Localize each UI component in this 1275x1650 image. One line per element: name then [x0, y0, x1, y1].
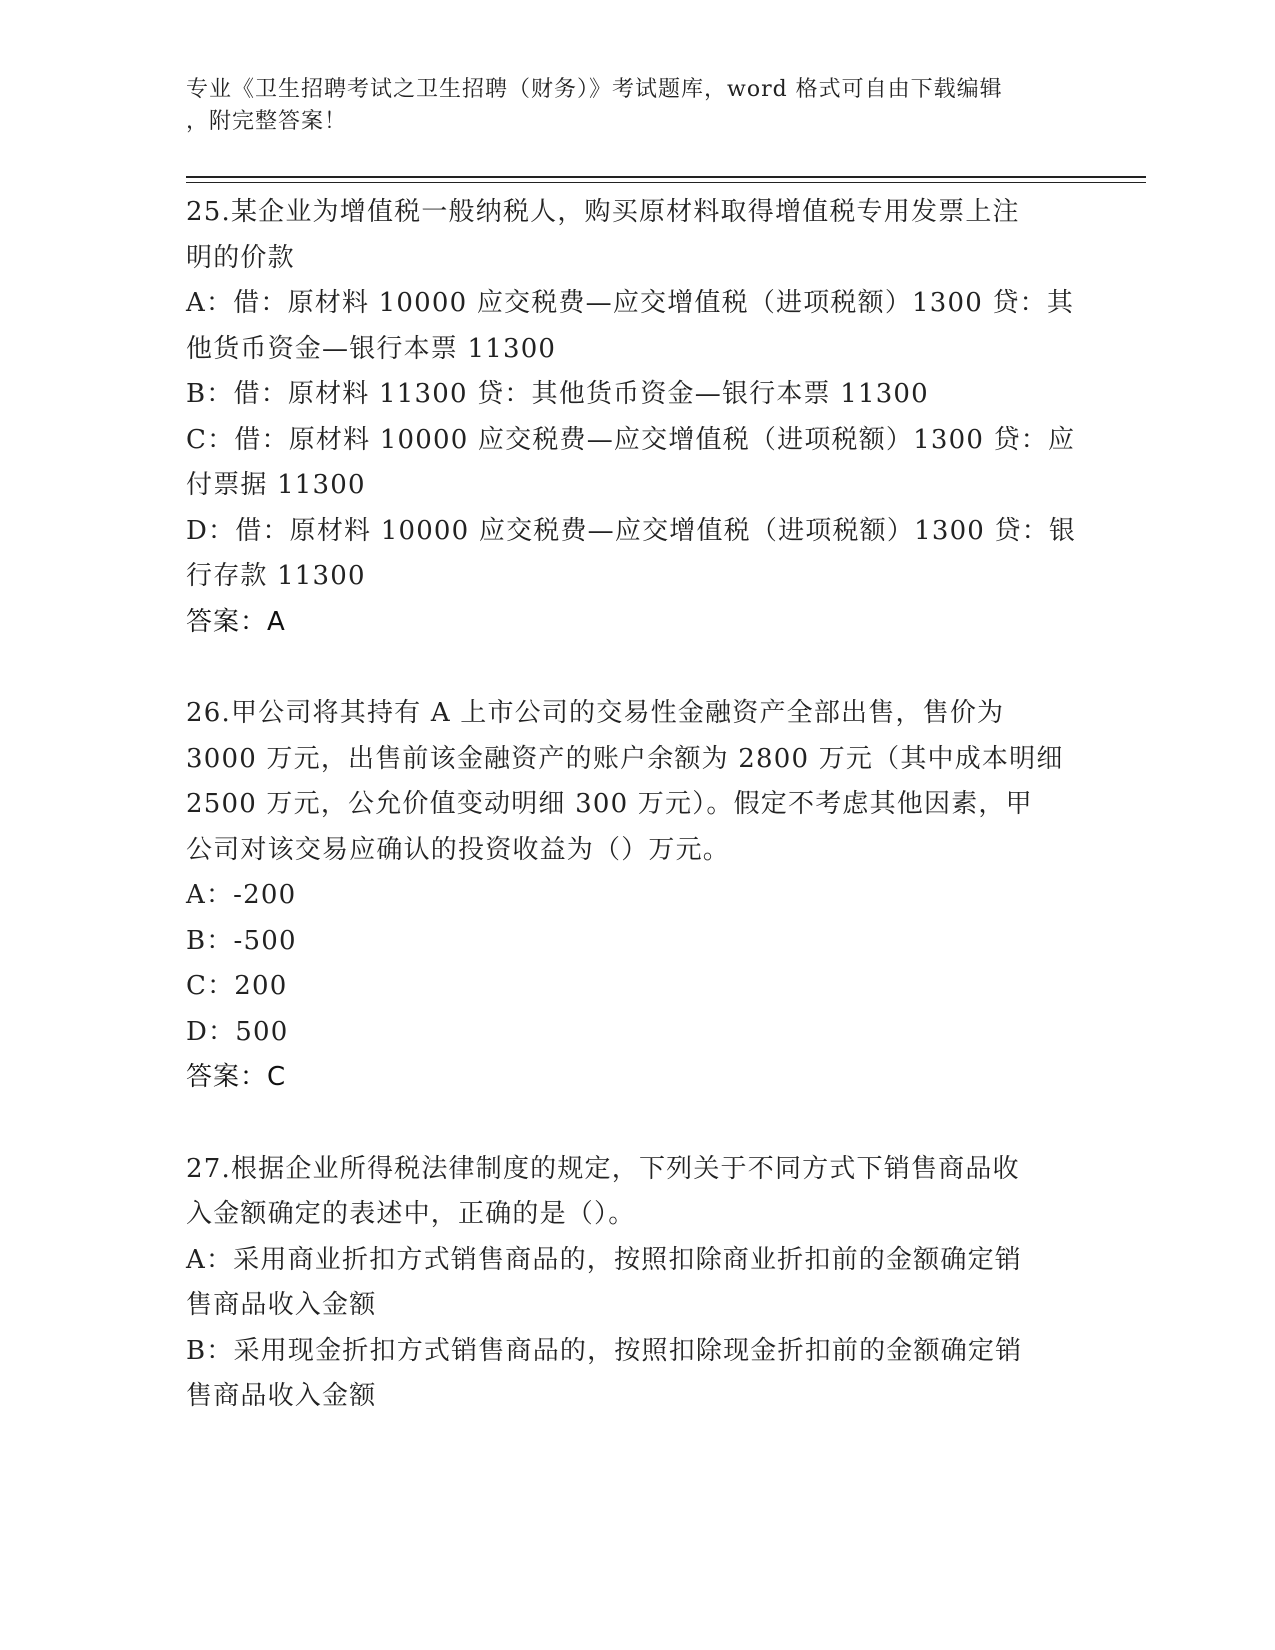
option-a-line: A：采用商业折扣方式销售商品的，按照扣除商业折扣前的金额确定销 [186, 1244, 1022, 1275]
header-line: ，附完整答案！ [186, 109, 348, 134]
option-b-line: B：-500 [186, 925, 297, 956]
answer-line: 答案：A [186, 606, 286, 637]
option-d-line: D：500 [186, 1016, 289, 1047]
option-b-line: 售商品收入金额 [186, 1381, 377, 1411]
option-a-line: 他货币资金—银行本票 11300 [186, 333, 557, 364]
question-stem-line: 明的价款 [186, 242, 295, 273]
question-stem-line: 26.甲公司将其持有 A 上市公司的交易性金融资产全部出售，售价为 [186, 698, 1005, 728]
option-c-line: C：借：原材料 10000 应交税费—应交增值税（进项税额）1300 贷：应 [186, 424, 1076, 455]
option-b-line: B：采用现金折扣方式销售商品的，按照扣除现金折扣前的金额确定销 [186, 1335, 1023, 1366]
question-26 [186, 691, 1086, 1101]
option-c-line: 付票据 11300 [186, 470, 366, 500]
question-stem-line: 25.某企业为增值税一般纳税人，购买原材料取得增值税专用发票上注 [186, 197, 1020, 227]
question-stem-line: 2500 万元，公允价值变动明细 300 万元）。假定不考虑其他因素，甲 [186, 789, 1033, 819]
header-line: 专业《卫生招聘考试之卫生招聘（财务）》考试题库，word 格式可自由下载编辑 [186, 77, 1003, 102]
option-c-line: C：200 [186, 971, 288, 1001]
question-list [186, 190, 1086, 1420]
question-27 [186, 1147, 1086, 1420]
option-d-line: D：借：原材料 10000 应交税费—应交增值税（进项税额）1300 贷：银 [186, 515, 1077, 546]
question-25 [186, 190, 1086, 645]
option-b-line: B：借：原材料 11300 贷：其他货币资金—银行本票 11300 [186, 379, 929, 409]
question-stem-line: 入金额确定的表述中，正确的是（）。 [186, 1199, 636, 1229]
header-divider-thick [186, 176, 1146, 178]
answer-line: 答案：C [186, 1062, 287, 1092]
question-gap [186, 1101, 1086, 1147]
option-a-line: A：借：原材料 10000 应交税费—应交增值税（进项税额）1300 贷：其 [186, 288, 1075, 318]
question-stem-line: 3000 万元，出售前该金融资产的账户余额为 2800 万元（其中成本明细 [186, 743, 1064, 774]
option-a-line: A：-200 [186, 880, 297, 910]
question-stem-line: 27.根据企业所得税法律制度的规定，下列关于不同方式下销售商品收 [186, 1153, 1020, 1184]
header-divider-thin [186, 182, 1146, 183]
option-d-line: 行存款 11300 [186, 561, 366, 591]
document-header [186, 74, 1066, 138]
option-a-line: 售商品收入金额 [186, 1290, 377, 1320]
question-stem-line: 公司对该交易应确认的投资收益为（）万元。 [186, 834, 731, 865]
question-gap [186, 645, 1086, 691]
